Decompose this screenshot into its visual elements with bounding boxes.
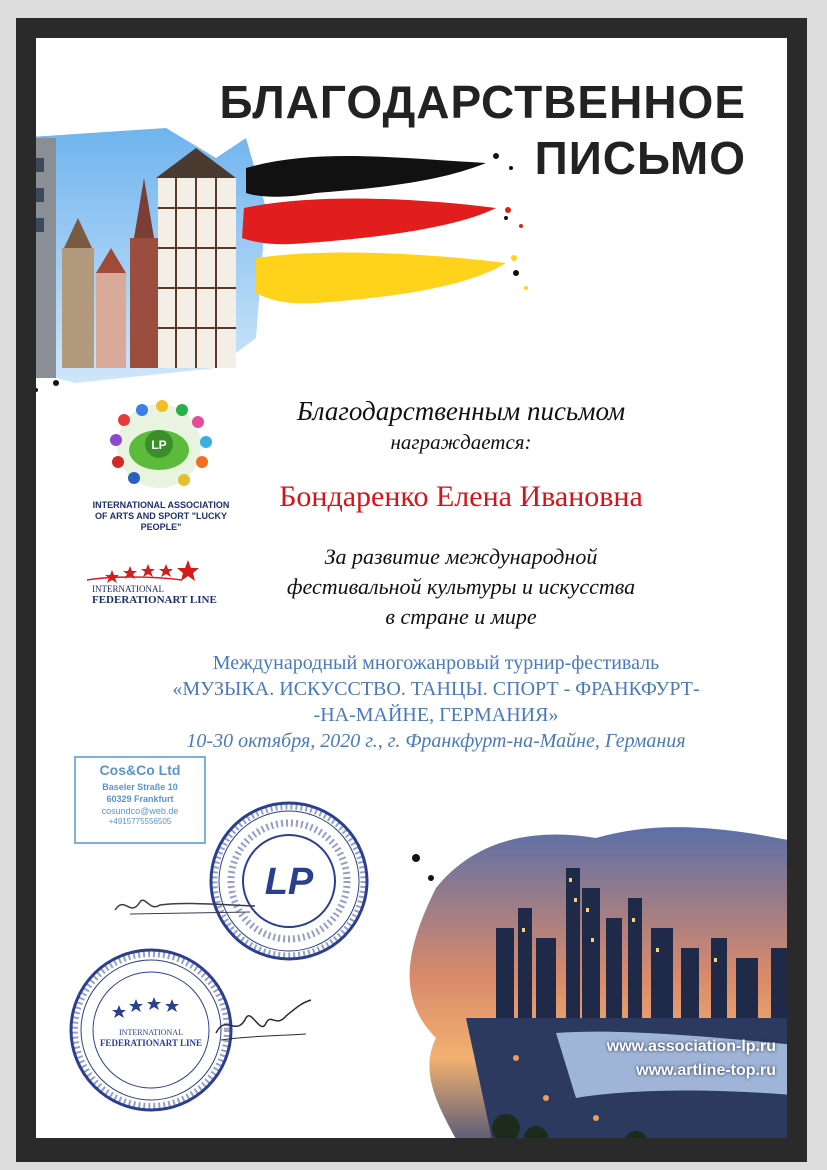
association-caption-line-2: OF ARTS AND SPORT "LUCKY PEOPLE" [94, 511, 228, 532]
lp-round-seal [204, 796, 374, 966]
event-line-3: -НА-МАЙНЕ, ГЕРМАНИЯ» [313, 704, 559, 726]
awarded-heading: Благодарственным письмом [296, 396, 626, 426]
certificate-frame [16, 18, 807, 1162]
federation-line-1: INTERNATIONAL [92, 584, 164, 594]
reason-line-1: За развитие международной [324, 544, 598, 569]
awarded-subheading: награждается: [390, 430, 532, 454]
event-dates: 10-30 октября, 2020 г., г. Франкфурт-на-Майне, Германия [186, 730, 686, 752]
recipient-name: Бондаренко Елена Ивановна [279, 480, 643, 513]
artline-seal-line-2: FEDERATIONART LINE [99, 1038, 203, 1048]
stamp-street: Baseler Straße 10 [102, 782, 178, 792]
company-stamp [74, 756, 206, 844]
federation-line-2: FEDERATIONART LINE [92, 594, 217, 606]
event-line-2: «МУЗЫКА. ИСКУССТВО. ТАНЦЫ. СПОРТ - ФРАНКФУРТ- [172, 678, 700, 700]
stamp-phone: +4915775556505 [108, 817, 172, 826]
frankfurt-skyline-illustration [376, 798, 787, 1138]
association-caption-line-1: INTERNATIONAL ASSOCIATION [92, 500, 230, 510]
stamp-city: 60329 Frankfurt [106, 794, 174, 804]
event-info [126, 650, 746, 754]
seal-lp-mark: LP [264, 861, 314, 903]
signature-1 [110, 890, 260, 920]
association-lp-logo [84, 398, 234, 498]
website-link-1[interactable]: www.association-lp.ru [606, 1038, 776, 1055]
website-link-2[interactable]: www.artline-top.ru [636, 1062, 776, 1079]
stamp-company: Cos&Co Ltd [99, 762, 181, 778]
event-line-1: Международный многожанровый турнир-фестиваль [212, 652, 660, 674]
title-line-1: БЛАГОДАРСТВЕННОЕ [219, 76, 746, 128]
reason-line-2: фестивальной культуры и искусства [286, 574, 636, 599]
title-line-2: ПИСЬМО [534, 132, 746, 184]
signature-2 [206, 998, 316, 1048]
stamp-email: cosundco@web.de [101, 806, 179, 816]
federation-art-line-logo [72, 550, 232, 610]
reason-line-3: в стране и мире [385, 604, 537, 629]
certificate-title [176, 74, 746, 186]
award-reason [236, 542, 686, 632]
artline-seal-line-1: INTERNATIONAL [119, 1028, 183, 1037]
certificate-page [36, 38, 787, 1138]
association-mark-text: LP [151, 438, 167, 452]
